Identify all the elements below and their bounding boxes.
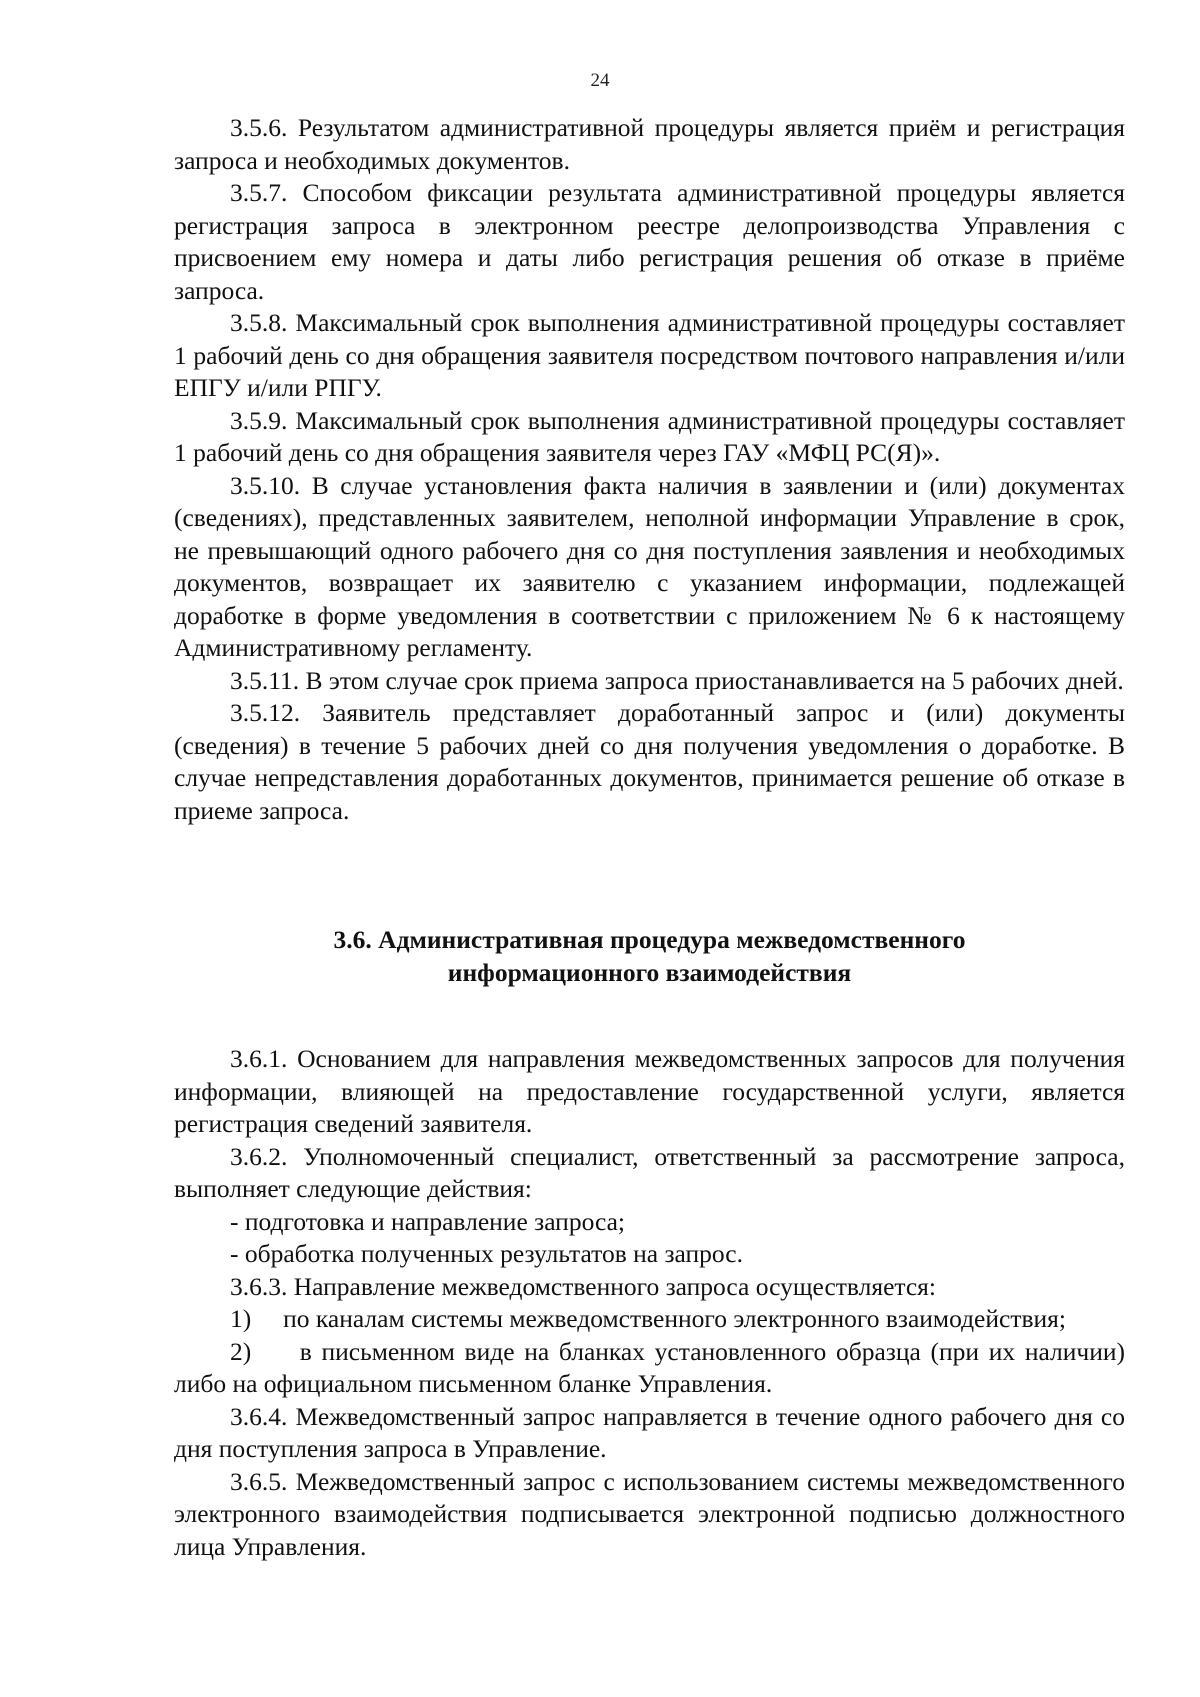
heading-line-2: информационного взаимодействия <box>447 957 852 987</box>
section-heading-3-6 <box>174 924 1125 989</box>
list-item-numbered-2: 2) в письменном виде на бланках установленного образца (при их наличии) либо на официальном письменном бланке Управления. <box>174 1336 1125 1398</box>
paragraph-3-5-12: 3.5.12. Заявитель представляет доработанный запрос и (или) документы (сведения) в течение 5 рабочих дней со дня получения уведомления о доработке. В случае непредставления доработанных документов, принимается решение об отказе в приеме запроса. <box>174 698 1125 825</box>
section-3-6 <box>174 1043 1125 1563</box>
paragraph-3-5-9: 3.5.9. Максимальный срок выполнения административной процедуры составляет 1 рабочий день со дня обращения заявителя через ГАУ «МФЦ РС(Я)». <box>174 405 1125 467</box>
paragraph-3-6-4: 3.6.4. Межведомственный запрос направляется в течение одного рабочего дня со дня поступления запроса в Управление. <box>174 1401 1125 1463</box>
section-3-5 <box>174 112 1125 827</box>
paragraph-3-5-8: 3.5.8. Максимальный срок выполнения административной процедуры составляет 1 рабочий день со дня обращения заявителя посредством почтового направления и/или ЕПГУ и/или РПГУ. <box>174 308 1125 402</box>
list-item-numbered-1: 1) по каналам системы межведомственного электронного взаимодействия; <box>230 1304 1066 1333</box>
heading-line-1: 3.6. Административная процедура межведомственного <box>333 925 966 954</box>
paragraph-3-6-3: 3.6.3. Направление межведомственного запроса осуществляется: <box>230 1271 936 1301</box>
paragraph-3-5-11: 3.5.11. В этом случае срок приема запроса приостанавливается на 5 рабочих дней. <box>230 665 1124 695</box>
list-item-bullet-1: - подготовка и направление запроса; <box>230 1206 626 1236</box>
paragraph-3-5-6: 3.5.6. Результатом административной процедуры является приём и регистрация запроса и необходимых документов. <box>174 113 1125 175</box>
list-item-bullet-2: - обработка полученных результатов на запрос. <box>230 1239 744 1268</box>
paragraph-3-5-10: 3.5.10. В случае установления факта наличия в заявлении и (или) документах (сведениях), представленных заявителем, неполной информации Управление в срок, не превышающий одного рабочего дня со дня поступления заявления и необходимых документов, возвращает их заявителю с указанием информации, подлежащей доработке в форме уведомления в соответствии с приложением № 6 к настоящему Административному регламенту. <box>174 470 1125 662</box>
page-number: 24 <box>590 70 610 91</box>
paragraph-3-6-1: 3.6.1. Основанием для направления межведомственных запросов для получения информации, влияющей на предоставление государственной услуги, является регистрация сведений заявителя. <box>174 1044 1125 1138</box>
paragraph-3-6-2: 3.6.2. Уполномоченный специалист, ответственный за рассмотрение запроса, выполняет следующие действия: <box>174 1141 1125 1203</box>
paragraph-3-6-5: 3.6.5. Межведомственный запрос с использованием системы межведомственного электронного взаимодействия подписывается электронной подписью должностного лица Управления. <box>174 1466 1125 1561</box>
paragraph-3-5-7: 3.5.7. Способом фиксации результата административной процедуры является регистрация запроса в электронном реестре делопроизводства Управления с присвоением ему номера и даты либо регистрация решения об отказе в приёме запроса. <box>174 178 1125 305</box>
